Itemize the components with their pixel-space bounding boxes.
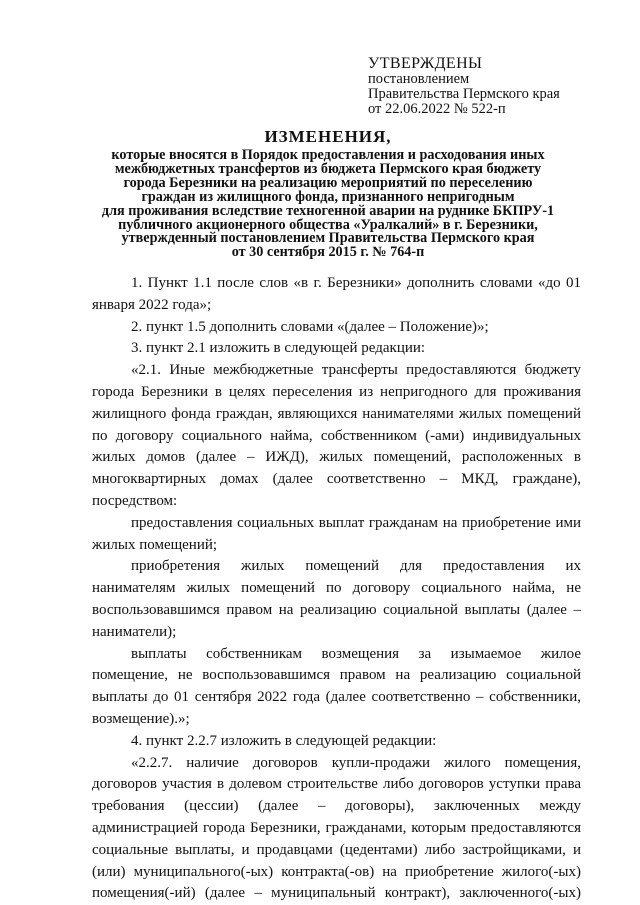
- document-body: [92, 273, 581, 905]
- heading-line: которые вносятся в Порядок предоставления и расходования иных: [111, 147, 545, 163]
- approval-line: Правительства Пермского края: [368, 86, 560, 102]
- document-heading: [60, 126, 596, 260]
- paragraph: 2. пункт 1.5 дополнить словами «(далее – Положение)»;: [131, 318, 489, 335]
- heading-line: межбюджетных трансфертов из бюджета Пермского края бюджету: [114, 160, 542, 177]
- paragraph: 3. пункт 2.1 изложить в следующей редакции:: [131, 340, 426, 357]
- paragraph: «2.2.7. наличие договоров купли-продажи жилого помещения, договоров участия в долевом строительстве либо договоров уступки права требования (цессии) (далее – договоры), заключенных между администрацией города Березники, гражданами, которым предоставляются социальные выплаты, и продавцами (цедентами) либо застройщиками, и (или) муниципального(-ых) контракта(-ов) на приобретение жилого(-ых) помещения(-ий) (далее – муниципальный контракт), заключенного(-ых): [92, 754, 581, 902]
- heading-title: ИЗМЕНЕНИЯ,: [264, 127, 392, 146]
- heading-line: утвержденный постановлением Правительства Пермского края: [121, 230, 535, 247]
- heading-line: для проживания вследствие техногенной аварии на руднике БКПРУ-1: [101, 202, 555, 219]
- approval-line: постановлением: [368, 71, 470, 87]
- heading-line: граждан из жилищного фонда, признанного непригодным: [141, 188, 515, 205]
- paragraph: «2.1. Иные межбюджетные трансферты предоставляются бюджету города Березники в целях переселения из непригодного для проживания жилищного фонда граждан, являющихся нанимателями жилых помещений по договору социального найма, собственником (-ами) индивидуальных жилых домов (далее – ИЖД), жилых помещений, расположенных в многоквартирных домах (далее соответственно – МКД, граждане), посредством:: [92, 362, 581, 509]
- approval-line: от 22.06.2022 № 522-п: [368, 101, 506, 117]
- paragraph: 1. Пункт 1.1 после слов «в г. Березники» дополнить словами «до 01 января 2022 года»;: [92, 275, 581, 313]
- paragraph: выплаты собственникам возмещения за изымаемое жилое помещение, не воспользовавшимся правом на реализацию социальной выплаты до 01 сентября 2022 года (далее соответственно – собственники, возмещение).»;: [92, 645, 581, 727]
- paragraph: приобретения жилых помещений для предоставления их нанимателям жилых помещений по договору социального найма, не воспользовавшимся правом на реализацию социальной выплаты (далее – наниматели);: [92, 558, 581, 640]
- approval-title: УТВЕРЖДЕНЫ: [368, 55, 483, 72]
- heading-line: города Березники на реализацию мероприятий по переселению: [123, 174, 533, 191]
- heading-line: публичного акционерного общества «Уралкалий» в г. Березники,: [118, 216, 538, 233]
- heading-line: от 30 сентября 2015 г. № 764-п: [231, 244, 425, 261]
- approval-stamp: [368, 55, 560, 117]
- paragraph: 4. пункт 2.2.7 изложить в следующей редакции:: [131, 732, 437, 749]
- paragraph: предоставления социальных выплат гражданам на приобретение ими жилых помещений;: [92, 514, 581, 553]
